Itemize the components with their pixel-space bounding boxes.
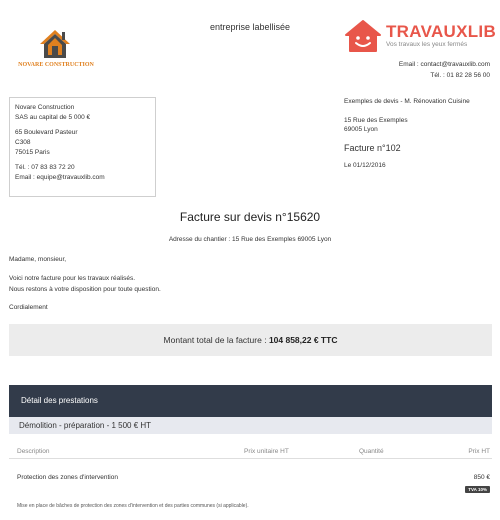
sender-street: 65 Boulevard Pasteur — [15, 129, 78, 136]
travauxlib-logo — [344, 19, 497, 55]
sender-capital: SAS au capital de 5 000 € — [15, 114, 91, 121]
row-price: 850 € — [473, 474, 490, 481]
recipient-block — [344, 97, 494, 170]
brand-name: TRAVAUXLIB — [386, 22, 497, 41]
total-label: Montant total de la facture : — [163, 335, 267, 345]
contact-phone: Tél. : 01 82 28 56 00 — [430, 72, 490, 79]
contact-email: Email : contact@travauxlib.com — [398, 61, 490, 68]
column-unit-price: Prix unitaire HT — [244, 448, 289, 455]
brand-tagline: Vos travaux les yeux fermés — [386, 41, 468, 48]
sender-address-box — [9, 97, 156, 197]
smiling-house-icon — [344, 19, 382, 53]
invoice-number: Facture n°102 — [344, 143, 401, 153]
sender-email: Email : equipe@travauxlib.com — [15, 174, 105, 181]
sender-city: 75015 Paris — [15, 149, 50, 156]
page-title: Facture sur devis n°15620 — [179, 210, 321, 224]
sender-company: Novare Construction — [15, 104, 75, 111]
invoice-date: Le 01/12/2016 — [344, 162, 386, 169]
novare-logo — [10, 28, 102, 72]
section-title: Démolition - préparation - 1 500 € HT — [9, 417, 492, 434]
house-logo-icon — [38, 28, 72, 60]
column-price: Prix HT — [468, 448, 490, 455]
sender-unit: C308 — [15, 139, 31, 146]
greeting: Madame, monsieur, — [9, 256, 67, 263]
column-description: Description — [17, 448, 50, 455]
total-amount-band — [9, 324, 492, 356]
tva-badge: TVA 10% — [465, 486, 490, 493]
recipient-project: Exemples de devis - M. Rénovation Cuisine — [344, 98, 470, 105]
recipient-city: 69005 Lyon — [344, 126, 378, 133]
column-quantity: Quantité — [359, 448, 384, 455]
details-header: Détail des prestations — [9, 385, 492, 417]
company-logo-text: NOVARE CONSTRUCTION — [18, 62, 94, 68]
sender-phone: Tél. : 07 83 83 72 20 — [15, 164, 75, 171]
body-line-2: Nous restons à votre disposition pour toute question. — [9, 286, 161, 293]
label-title: entreprise labellisée — [209, 22, 291, 32]
closing: Cordialement — [9, 304, 48, 311]
recipient-street: 15 Rue des Exemples — [344, 117, 408, 124]
body-line-1: Voici notre facture pour les travaux réalisés. — [9, 275, 136, 282]
row-note: Mise en place de bâches de protection des zones d'intervention et des parties communes (si applicable). — [17, 503, 249, 509]
site-address: Adresse du chantier : 15 Rue des Exemples 69005 Lyon — [168, 236, 332, 243]
table-divider — [9, 458, 492, 459]
row-description: Protection des zones d'intervention — [17, 474, 118, 481]
total-value: 104 858,22 € TTC — [268, 335, 338, 345]
